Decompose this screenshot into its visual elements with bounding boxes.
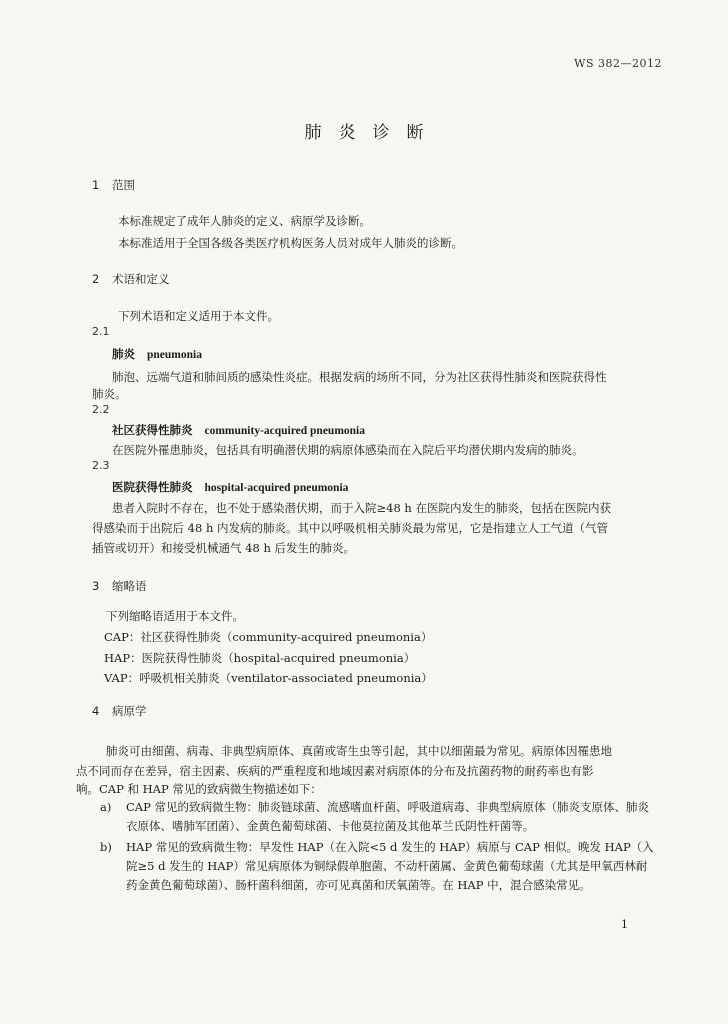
abbreviation-vap: VAP：呼吸机相关肺炎（ventilator-associated pneumonia） [104, 671, 433, 685]
term-zh: 社区获得性肺炎 [112, 423, 193, 437]
term-2-1-title [112, 346, 202, 362]
term-2-2-number: 2.2 [92, 403, 110, 416]
list-marker: a) [100, 800, 112, 814]
section-number: 2 [92, 272, 100, 286]
section-title: 术语和定义 [112, 272, 170, 286]
abbreviation-hap: HAP：医院获得性肺炎（hospital-acquired pneumonia） [104, 651, 416, 665]
standard-code: WS 382—2012 [574, 57, 662, 70]
section-2-intro: 下列术语和定义适用于本文件。 [118, 309, 279, 323]
section-4-paragraph-line-3: 响。CAP 和 HAP 常见的致病微生物描述如下： [76, 782, 322, 796]
term-zh: 医院获得性肺炎 [112, 480, 193, 494]
term-2-3-number: 2.3 [92, 459, 110, 472]
term-2-1-number: 2.1 [92, 325, 110, 338]
section-title: 缩略语 [112, 579, 147, 593]
term-2-2-definition-line-1: 在医院外罹患肺炎，包括具有明确潜伏期的病原体感染而在入院后平均潜伏期内发病的肺炎。 [112, 443, 584, 457]
section-number: 3 [92, 579, 100, 593]
section-4-paragraph-line-2: 点不同而存在差异，宿主因素、疾病的严重程度和地域因素对病原体的分布及抗菌药物的耐药率也有影 [76, 764, 594, 778]
section-number: 1 [92, 178, 100, 192]
term-2-2-title [112, 422, 365, 438]
section-3-intro: 下列缩略语适用于本文件。 [106, 609, 244, 623]
term-en: community-acquired pneumonia [204, 425, 365, 437]
scope-line-2: 本标准适用于全国各级各类医疗机构医务人员对成年人肺炎的诊断。 [118, 236, 463, 250]
page-number: 1 [621, 918, 628, 931]
term-2-1-definition-line-2: 肺炎。 [92, 387, 127, 401]
section-title: 范围 [112, 178, 135, 192]
term-2-3-definition-line-3: 插管或切开）和接受机械通气 48 h 后发生的肺炎。 [92, 541, 356, 555]
scope-line-1: 本标准规定了成年人肺炎的定义、病原学及诊断。 [118, 214, 371, 228]
section-1-heading [92, 177, 135, 193]
page-title: 肺炎诊断 [304, 123, 441, 143]
term-2-3-title [112, 479, 348, 495]
list-item-a [100, 798, 656, 836]
term-2-3-definition-line-1: 患者入院时不存在，也不处于感染潜伏期，而于入院≥48 h 在医院内发生的肺炎，包括在医院内获 [112, 501, 611, 515]
list-item-text: CAP 常见的致病微生物：肺炎链球菌、流感嗜血杆菌、呼吸道病毒、非典型病原体（肺炎支原体、肺炎衣原体、嗜肺军团菌）、金黄色葡萄球菌、卡他莫拉菌及其他革兰氏阴性杆菌等。 [126, 800, 649, 833]
abbreviation-cap: CAP：社区获得性肺炎（community-acquired pneumonia） [104, 630, 433, 644]
section-3-heading [92, 578, 147, 594]
section-title: 病原学 [112, 704, 147, 718]
section-number: 4 [92, 704, 100, 718]
section-4-paragraph-line-1: 肺炎可由细菌、病毒、非典型病原体、真菌或寄生虫等引起，其中以细菌最为常见。病原体因罹患地 [106, 744, 612, 758]
term-2-3-definition-line-2: 得感染而于出院后 48 h 内发病的肺炎。其中以呼吸机相关肺炎最为常见，它是指建立人工气道（气管 [92, 521, 609, 535]
term-en: hospital-acquired pneumonia [204, 482, 349, 494]
list-item-b [100, 838, 656, 895]
list-marker: b) [100, 840, 112, 854]
section-4-heading [92, 703, 147, 719]
list-item-text: HAP 常见的致病微生物：早发性 HAP（在入院<5 d 发生的 HAP）病原与 CAP 相似。晚发 HAP（入院≥5 d 发生的 HAP）常见病原体为铜绿假单胞菌、不动杆菌属、金黄色葡萄球菌（尤其是甲氧西林耐药金黄色葡萄球菌）、肠杆菌科细菌，亦可见真菌和厌氧菌等。在 HAP 中，混合感染常见。 [126, 840, 654, 892]
term-2-1-definition-line-1: 肺泡、远端气道和肺间质的感染性炎症。根据发病的场所不同，分为社区获得性肺炎和医院获得性 [112, 370, 607, 384]
term-zh: 肺炎 [112, 347, 135, 361]
section-2-heading [92, 271, 170, 287]
term-en: pneumonia [147, 349, 202, 361]
